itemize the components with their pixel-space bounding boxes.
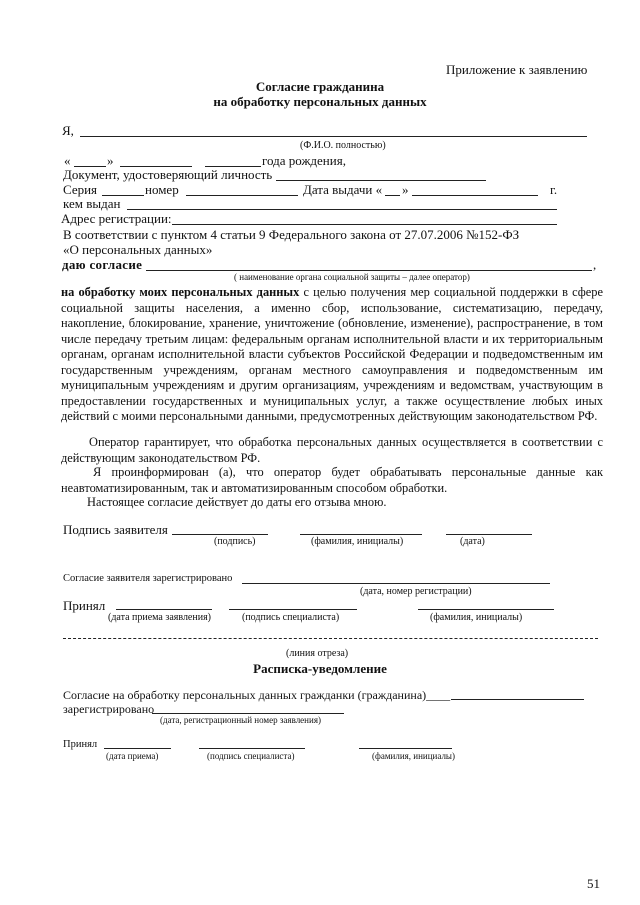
law-reference-line1: В соответствии с пунктом 4 статьи 9 Федерального закона от 27.07.2006 №152-ФЗ <box>63 227 520 242</box>
specialist-signature-caption: (подпись специалиста) <box>242 612 340 623</box>
specialist-name-caption: (фамилия, инициалы) <box>430 612 523 623</box>
registration-label: Согласие заявителя зарегистрировано <box>63 573 233 584</box>
cut-line-caption: (линия отреза) <box>286 648 349 659</box>
number-field[interactable] <box>186 195 298 196</box>
birth-year-label: года рождения, <box>262 153 346 168</box>
consent-paragraph-bold: на обработку моих персональных данных <box>61 285 300 299</box>
receipt-accepted-label: Принял <box>63 739 98 750</box>
receipt-date-caption: (дата приема) <box>106 751 159 761</box>
applicant-date-field[interactable] <box>446 534 532 535</box>
receipt-specialist-name-field[interactable] <box>359 748 452 749</box>
receipt-specialist-signature-field[interactable] <box>199 748 305 749</box>
acceptance-date-caption: (дата приема заявления) <box>108 612 212 623</box>
series-label: Серия <box>63 182 98 197</box>
accepted-label: Принял <box>63 598 106 613</box>
consent-comma: , <box>593 257 597 272</box>
operator-field[interactable] <box>146 270 592 271</box>
consent-paragraph <box>61 285 603 425</box>
number-label: номер <box>145 182 179 197</box>
name-caption: (фамилия, инициалы) <box>311 536 404 547</box>
issue-date-close-quote: » <box>402 182 409 197</box>
applicant-signature-label: Подпись заявителя <box>63 522 168 537</box>
consent-label: даю согласие <box>62 257 143 272</box>
birth-day-open-quote: « <box>64 153 71 168</box>
form-title-line2: на обработку персональных данных <box>213 94 427 109</box>
informed-paragraph: Я проинформирован (а), что оператор будет обрабатывать персональные данные как неавтоматизированным, так и автоматизированным способом обработки. <box>61 465 603 495</box>
receipt-specialist-signature-caption: (подпись специалиста) <box>207 751 295 761</box>
page-number: 51 <box>587 876 600 891</box>
issued-by-label: кем выдан <box>63 196 121 211</box>
issue-date-label: Дата выдачи « <box>303 182 383 197</box>
fio-caption: (Ф.И.О. полностью) <box>300 140 386 151</box>
receipt-registration-field[interactable] <box>152 713 344 714</box>
document-label: Документ, удостоверяющий личность <box>63 167 273 182</box>
applicant-name-field[interactable] <box>300 534 422 535</box>
ya-label: Я, <box>62 123 74 138</box>
issued-by-field[interactable] <box>127 209 557 210</box>
receipt-registration-caption: (дата, регистрационный номер заявления) <box>160 715 321 725</box>
consent-paragraph-rest: с целью получения мер социальной поддержки в сфере социальной защиты населения, а именно сбор, использование, систематизацию, передачу, накопление, блокирование, хранение, уничтожение (обновление, изменение), распространение, в том числе передачу третьим лицам: федеральным органам исполнительной власти и их территориальным органам, органам исполнительной власти субъектов Российской Федерации и подведомственным им государственным учреждениям, органам местного самоуправления и подведомственным им муниципальным учреждениям и другим организациям, учреждениям и ведомствам, участвующим в предоставлении государственных и муниципальных услуг, а также осуществление любых иных действий с моими персональными данными, предусмотренных действующим законодательством РФ. <box>61 285 603 423</box>
receipt-registered-label: зарегистрировано <box>63 702 155 716</box>
applicant-signature-field[interactable] <box>172 534 268 535</box>
document-field[interactable] <box>276 180 486 181</box>
birth-day-close-quote: » <box>107 153 114 168</box>
address-field[interactable] <box>172 224 557 225</box>
receipt-citizen-field[interactable] <box>451 699 584 700</box>
registration-caption: (дата, номер регистрации) <box>360 586 472 597</box>
operator-guarantee-paragraph: Оператор гарантирует, что обработка персональных данных осуществляется в соответствии с действующим законодательством РФ. <box>61 435 603 465</box>
acceptance-date-field[interactable] <box>116 609 212 610</box>
date-caption: (дата) <box>460 536 485 547</box>
specialist-signature-field[interactable] <box>229 609 357 610</box>
cut-line <box>63 638 598 639</box>
fio-field[interactable] <box>80 136 587 137</box>
year-abbrev: г. <box>550 182 558 197</box>
receipt-title: Расписка-уведомление <box>253 661 387 676</box>
appendix-note: Приложение к заявлению <box>446 62 588 77</box>
issue-day-field[interactable] <box>385 195 400 196</box>
form-title-line1: Согласие гражданина <box>255 79 385 94</box>
receipt-specialist-name-caption: (фамилия, инициалы) <box>372 751 455 761</box>
signature-caption: (подпись) <box>214 536 256 547</box>
receipt-consent-line: Согласие на обработку персональных данных гражданки (гражданина)____ <box>63 688 451 702</box>
specialist-name-field[interactable] <box>418 609 554 610</box>
operator-caption: ( наименование органа социальной защиты – далее оператор) <box>234 272 470 282</box>
law-reference-line2: «О персональных данных» <box>63 242 213 257</box>
registration-field[interactable] <box>242 583 550 584</box>
receipt-date-field[interactable] <box>104 748 171 749</box>
address-label: Адрес регистрации: <box>61 211 172 226</box>
validity-paragraph: Настоящее согласие действует до даты его отзыва мною. <box>87 495 387 509</box>
issue-month-year-field[interactable] <box>412 195 538 196</box>
